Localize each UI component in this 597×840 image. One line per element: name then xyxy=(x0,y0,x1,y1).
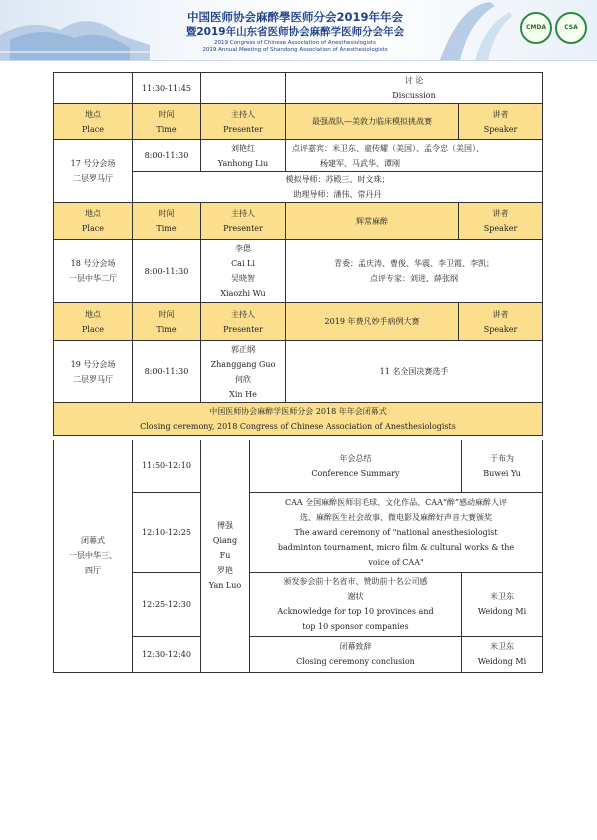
speaker-header: 讲者 Speaker xyxy=(459,104,543,140)
session-17-mentors: 模拟导师：苏殿三、时文珠； 助理导师：潘伟、常丹丹 xyxy=(133,172,543,203)
closing-time-4: 12:30-12:40 xyxy=(133,636,201,672)
banner-title: 中国医师协会麻醉學医师分会2019年年会 xyxy=(186,10,403,24)
closing-ceremony-grid xyxy=(53,440,543,673)
closing-presenters: 傅强 Qiang Fu 罗艳 Yan Luo xyxy=(201,440,250,672)
session-17-place: 17 号分会场 二层罗马厅 xyxy=(54,140,133,203)
session-17-title: 最强战队—美敦力临床模拟挑战赛 xyxy=(286,104,459,140)
session-18-presenter: 李偲 Cai Li 吴晓智 Xiaozhi Wu xyxy=(201,240,286,303)
session-19-title: 2019 年费凡妙手病例大赛 xyxy=(286,303,459,341)
banner-subtitle: 暨2019年山东省医师协会麻醉学医师分会年会 xyxy=(185,26,405,38)
presenter-header: 主持人 Presenter xyxy=(201,104,286,140)
closing-time-2: 12:10-12:25 xyxy=(133,492,201,572)
session-19-content: 11 名全国决赛选手 xyxy=(286,341,543,403)
session-17-time: 8:00-11:30 xyxy=(133,140,201,172)
session-19-presenter: 郭正纲 Zhanggang Guo 何欣 Xin He xyxy=(201,341,286,403)
closing-speaker-3: 米卫东 Weidong Mi xyxy=(462,572,543,636)
closing-speaker-4: 米卫东 Weidong Mi xyxy=(462,636,543,672)
closing-item-1 xyxy=(54,440,543,492)
banner-subtitle-en: 2019 Annual Meeting of Shandong Association of Anesthesiologists xyxy=(202,47,388,53)
session-18-header: 地点 Place 时间 Time 主持人 Presenter 辉常麻醉 讲者 Speaker xyxy=(54,203,543,240)
closing-topic-4: 闭幕致辞 Closing ceremony conclusion xyxy=(250,636,462,672)
closing-banner-row xyxy=(54,403,543,436)
session-19-place: 19 号分会场 二层罗马厅 xyxy=(54,341,133,403)
time-header: 时间 Time xyxy=(133,104,201,140)
session-18-place: 18 号分会场 一层中华二厅 xyxy=(54,240,133,303)
session-19-row xyxy=(54,341,543,403)
session-17-row xyxy=(54,140,543,172)
cmda-logo: CMDA xyxy=(520,12,552,44)
banner-title-en: 2019 Congress of Chinese Association of Anesthesiologists xyxy=(214,40,376,46)
discussion-time: 11:30-11:45 xyxy=(133,73,201,104)
closing-speaker-1: 于布为 Buwei Yu xyxy=(462,440,543,492)
session-18-row xyxy=(54,240,543,303)
closing-time-3: 12:25-12:30 xyxy=(133,572,201,636)
schedule-grid xyxy=(53,72,543,436)
discussion-cell: 讨 论 Discussion xyxy=(286,73,543,104)
closing-time-1: 11:50-12:10 xyxy=(133,440,201,492)
place-header: 地点 Place xyxy=(54,104,133,140)
building-illustration xyxy=(0,0,150,60)
session-17-guests: 点评嘉宾：米卫东、童传耀（美国）、孟令忠（美国）、 杨建军、马武华、谭刚 xyxy=(286,140,543,172)
session-19-time: 8:00-11:30 xyxy=(133,341,201,403)
session-18-title: 辉常麻醉 xyxy=(286,203,459,240)
session-18-time: 8:00-11:30 xyxy=(133,240,201,303)
session-18-speakers: 青委：孟庆涛、曹俊、华震、李卫霞、李凯； 点评专家：刘进、薛张纲 xyxy=(286,240,543,303)
session-17-presenter: 刘艳红 Yanhong Liu xyxy=(201,140,286,172)
session-17-header xyxy=(54,104,543,140)
closing-place: 闭幕式 一层中华三、 四厅 xyxy=(54,440,133,672)
conference-banner xyxy=(0,0,597,61)
session-19-header: 地点 Place 时间 Time 主持人 Presenter 2019 年费凡妙手病例大赛 讲者 Speaker xyxy=(54,303,543,341)
closing-topic-3: 颁发参会前十名省市、赞助前十名公司感 谢状 Acknowledge for top 10 provinces and top 10 sponsor companies xyxy=(250,572,462,636)
closing-topic-2: CAA 全国麻醉医师羽毛球、文化作品、CAA“醉”感动麻醉人评 选、麻醉医生社会故事、微电影及麻醉好声音大赛颁奖 The award ceremony of "national anesthesiologist badminton tournament, micro film & cultural works & the voice of CAA" xyxy=(250,492,543,572)
csa-logo: CSA xyxy=(555,12,587,44)
discussion-row xyxy=(54,73,543,104)
closing-topic-1: 年会总结 Conference Summary xyxy=(250,440,462,492)
closing-banner: 中国医师协会麻醉学医师分会 2018 年年会闭幕式 Closing ceremony, 2018 Congress of Chinese Association of Anesthesiologists xyxy=(54,403,543,436)
